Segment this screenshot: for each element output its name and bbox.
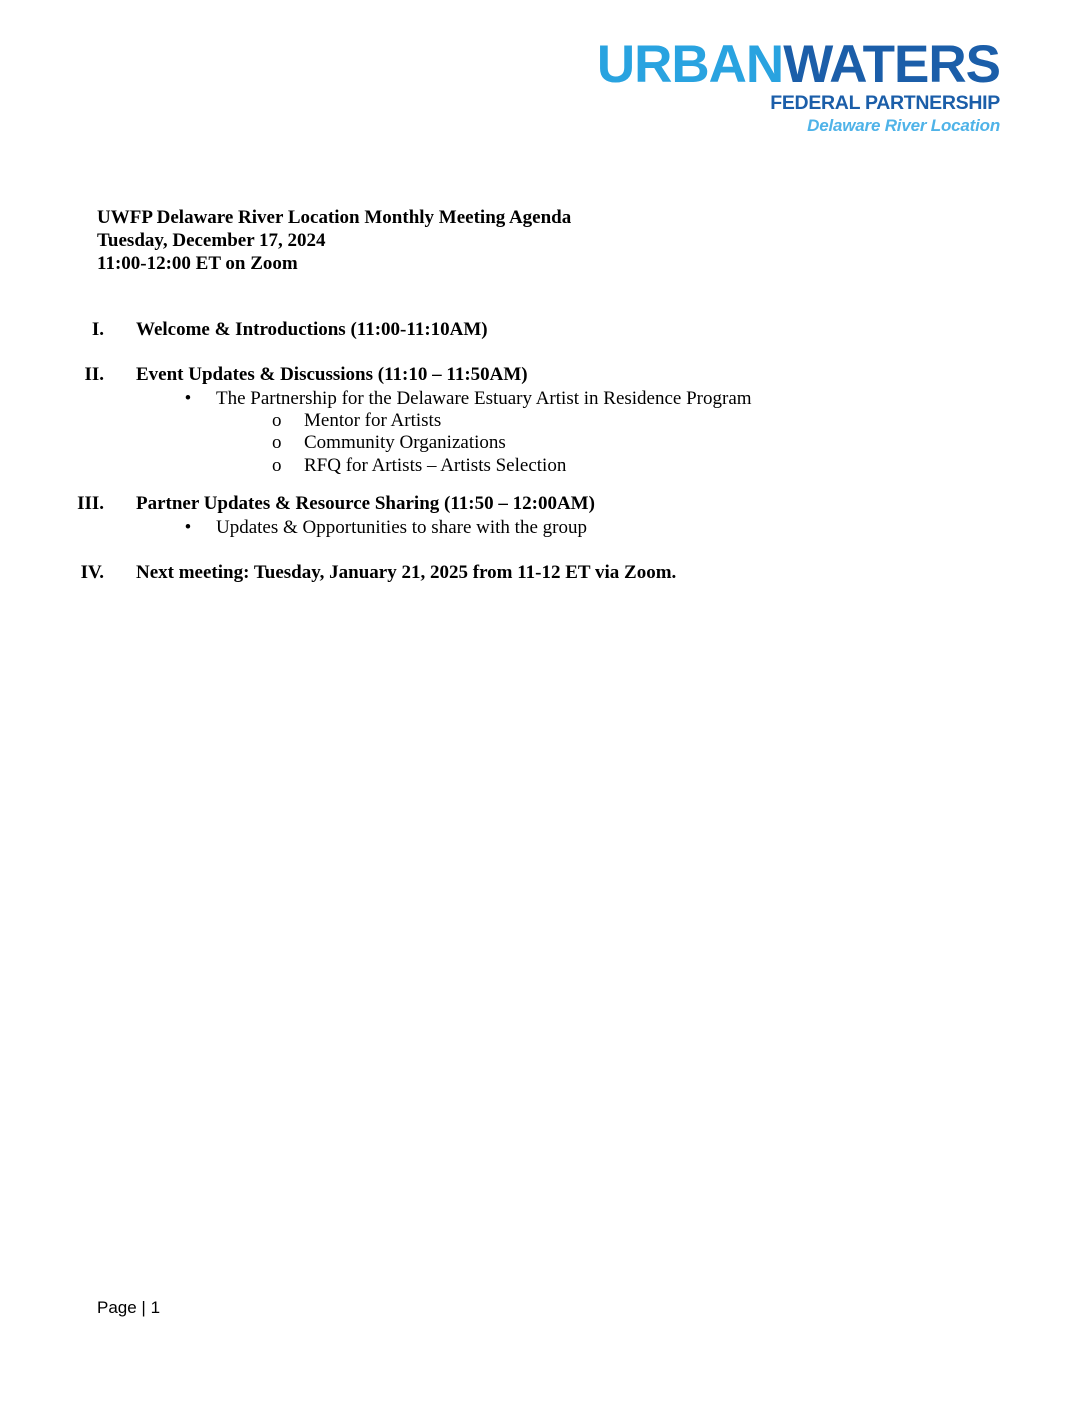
section-numeral: I. [91, 319, 104, 340]
bullet-marker: • [184, 388, 192, 409]
bullet-marker: • [184, 517, 192, 538]
section-title: Event Updates & Discussions (11:10 – 11:50AM) [136, 364, 528, 385]
sub-item-text: Mentor for Artists [304, 410, 442, 431]
logo-subtitle: FEDERAL PARTNERSHIP [770, 92, 1000, 114]
agenda-date: Tuesday, December 17, 2024 [97, 230, 326, 251]
logo-waters-text: WATERS [783, 35, 1000, 94]
section-title: Welcome & Introductions (11:00-11:10AM) [136, 319, 488, 340]
sub-item-text: Community Organizations [304, 432, 506, 453]
sub-bullet-marker: o [272, 455, 282, 476]
bullet-text: Updates & Opportunities to share with the group [216, 517, 587, 538]
section-title: Next meeting: Tuesday, January 21, 2025 from 11-12 ET via Zoom. [136, 562, 677, 583]
section-numeral: IV. [80, 562, 104, 583]
section-numeral: III. [77, 493, 104, 514]
agenda-title: UWFP Delaware River Location Monthly Meeting Agenda [97, 207, 572, 228]
section-numeral: II. [84, 364, 104, 385]
agenda-time: 11:00-12:00 ET on Zoom [97, 253, 298, 274]
logo-wordmark [596, 35, 1000, 94]
bullet-text: The Partnership for the Delaware Estuary Artist in Residence Program [216, 388, 752, 409]
sub-bullet-marker: o [272, 432, 282, 453]
agenda-header [97, 206, 571, 275]
sub-bullet-marker: o [272, 410, 282, 431]
urban-waters-logo [596, 35, 1000, 135]
section-title: Partner Updates & Resource Sharing (11:50 – 12:00AM) [136, 493, 595, 514]
logo-location: Delaware River Location [807, 115, 1000, 135]
page-number: Page | 1 [97, 1298, 161, 1317]
sub-item-text: RFQ for Artists – Artists Selection [304, 455, 567, 476]
logo-urban-text: URBAN [596, 35, 784, 94]
